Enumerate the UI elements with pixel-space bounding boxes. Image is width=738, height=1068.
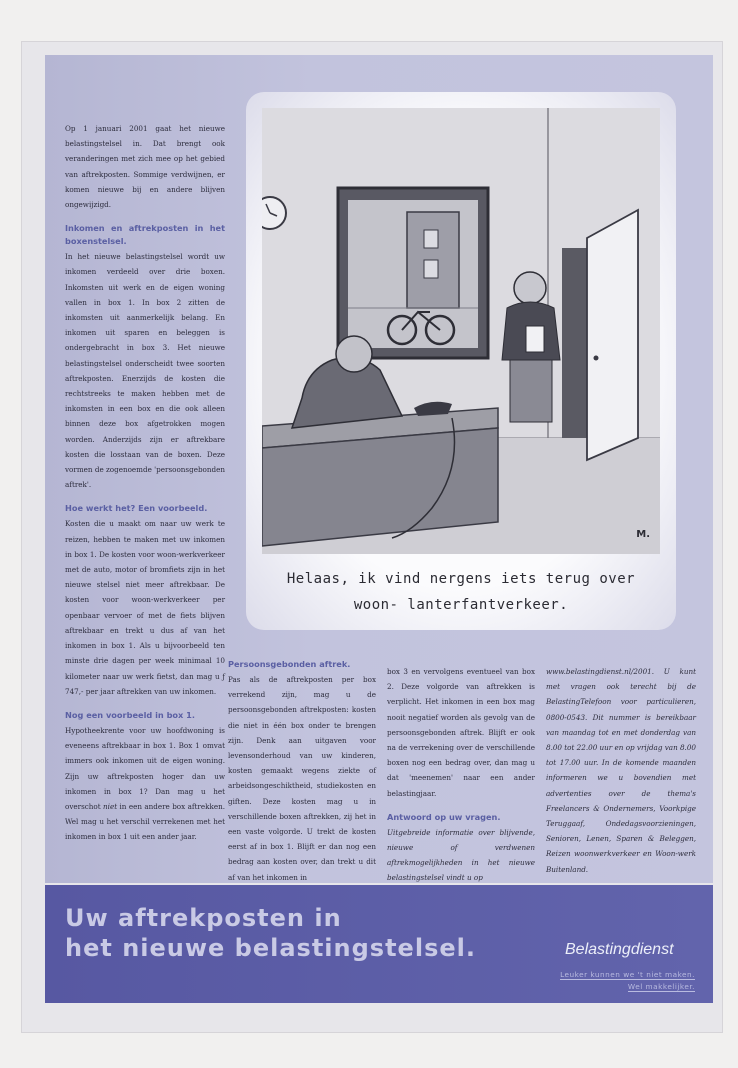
cartoon-caption — [262, 566, 660, 618]
section-body-persoonsgebonden: Pas als de aftrekposten per box verrekend zijn, mag u de persoonsgebonden aftrekposten: kosten die niet in één box onder te brengen zijn. Denk aan uitgaven voor levensonderhoud van uw kinderen, kosten gemaakt wegens ziekte of arbeidsongeschiktheid, studiekosten en giften. Deze kosten mag u in verschillende boxen aftrekken, zij het in een vaste volgorde. U trekt de kosten eerst af in box 1. Blijft er dan nog een bedrag aan kosten over, dan trekt u dit af van het inkomen in — [228, 675, 376, 882]
tagline-line-1: Leuker kunnen we 't niet maken. — [560, 970, 695, 979]
section-body-box1: Hypotheekrente voor uw hoofdwoning is eveneens aftrekbaar in box 1. Box 1 omvat immers ook inkomen uit de eigen woning. Zijn uw aftrekposten hoger dan uw inkomen in box 1? Dan mag u het overschot niet in een andere box aftrekken. Wel mag u het verschil verrekenen met het inkomen in box 1 uit een ander jaar. — [65, 725, 225, 842]
cartoon-illustration — [262, 108, 660, 554]
section-body-vragen: Uitgebreide informatie over blijvende, nieuwe of verdwenen aftrekmogelijkheden in het nieuwe belastingstelsel vindt u op — [387, 827, 535, 883]
section-heading-vragen: Antwoord op uw vragen. — [387, 811, 501, 822]
text-column-1 — [65, 121, 225, 851]
brand-tagline — [560, 969, 695, 993]
section-body-contact: www.belastingdienst.nl/2001. U kunt met vragen ook terecht bij de BelastingTelefoon voor particulieren, 0800-0543. Dit nummer is bereikbaar van maandag tot en met donderdag van 8.00 tot 22.00 uur en op vrijdag van 8.00 tot 17.00 uur. In de komende maanden informeren we u bovendien met advertenties over de thema's Freelancers & Ondernemers, Voorkpige Teruggaaf, Ondedagsvoorzieningen, Senioren, Lenen, Sparen & Beleggen, Reizen woonwerkverkeer en Woon-werk Buitenland. — [546, 667, 696, 874]
banner-headline-line-1: Uw aftrekposten in — [65, 904, 342, 932]
text-column-2 — [228, 658, 376, 891]
section-body-voorbeeld: Kosten die u maakt om naar uw werk te reizen, hebben te maken met uw inkomen in box 1. De kosten voor woon-werkverkeer met de auto, motor of bromfiets zijn in het nieuwe stelsel niet meer aftrekbaar. De kosten voor woon-werkverkeer per openbaar vervoer of met de fiets blijven aftrekbaar en trekt u dus af van het inkomen in box 1. Als u bijvoorbeeld ten minste drie dagen per week minimaal 10 kilometer naar uw werk fietst, dan mag u ƒ 747,- per jaar aftrekken van uw inkomen. — [65, 519, 225, 696]
section-body-boxenstelsel: In het nieuwe belastingstelsel wordt uw inkomen verdeeld over drie boxen. Inkomsten uit werk en de eigen woning vallen in box 1. In box 2 zitten de inkomsten uit aanmerkelijk belang. En inkomen uit sparen en beleggen is ondergebracht in box 3. Het nieuwe belastingstelsel onderscheidt twee soorten aftrekposten. Enerzijds de kosten die rechtstreeks te maken hebben met de inkomsten in een box en die ook alleen binnen deze box afgetrokken mogen worden. Anderzijds zijn er aftrekbare kosten die losstaan van de boxen. Deze vormen de zogenoemde 'persoonsgebonden aftrek'. — [65, 252, 225, 490]
cartoon-drawing — [262, 108, 660, 554]
banner-headline — [65, 903, 476, 963]
section-heading-voorbeeld: Hoe werkt het? Een voorbeeld. — [65, 503, 208, 514]
section-heading-box1: Nog een voorbeeld in box 1. — [65, 709, 195, 720]
footer-banner — [45, 885, 713, 1003]
caption-line-2: woon- lanterfantverkeer. — [353, 597, 569, 613]
section-body-volgorde: box 3 en vervolgens eventueel van box 2. Deze volgorde van aftrekken is verplicht. Het inkomen in een box mag nooit negatief worden als gevolg van de persoonsgebonden aftrek. Blijft er ook na de verrekening over de verschillende boxen nog een bedrag over, dan mag u dat 'meenemen' naar een ander belastingjaar. — [387, 667, 535, 798]
cartoon-signature: M. — [636, 529, 650, 540]
section-heading-boxenstelsel: Inkomen en aftrekposten in het boxenstelsel. — [65, 223, 225, 247]
banner-headline-line-2: het nieuwe belastingstelsel. — [65, 934, 476, 962]
text-column-4 — [546, 664, 696, 883]
brand-logo: Belastingdienst — [565, 941, 674, 958]
intro-paragraph: Op 1 januari 2001 gaat het nieuwe belastingstelsel in. Dat brengt ook veranderingen met zich mee op het gebied van aftrekposten. Sommige verdwijnen, er komen nieuwe bij en andere blijven ongewijzigd. — [65, 124, 225, 210]
caption-line-1: Helaas, ik vind nergens iets terug over — [286, 571, 636, 587]
section-heading-persoonsgebonden: Persoonsgebonden aftrek. — [228, 659, 351, 669]
text-column-3 — [387, 664, 535, 892]
tagline-line-2: Wel makkelijker. — [627, 982, 695, 991]
